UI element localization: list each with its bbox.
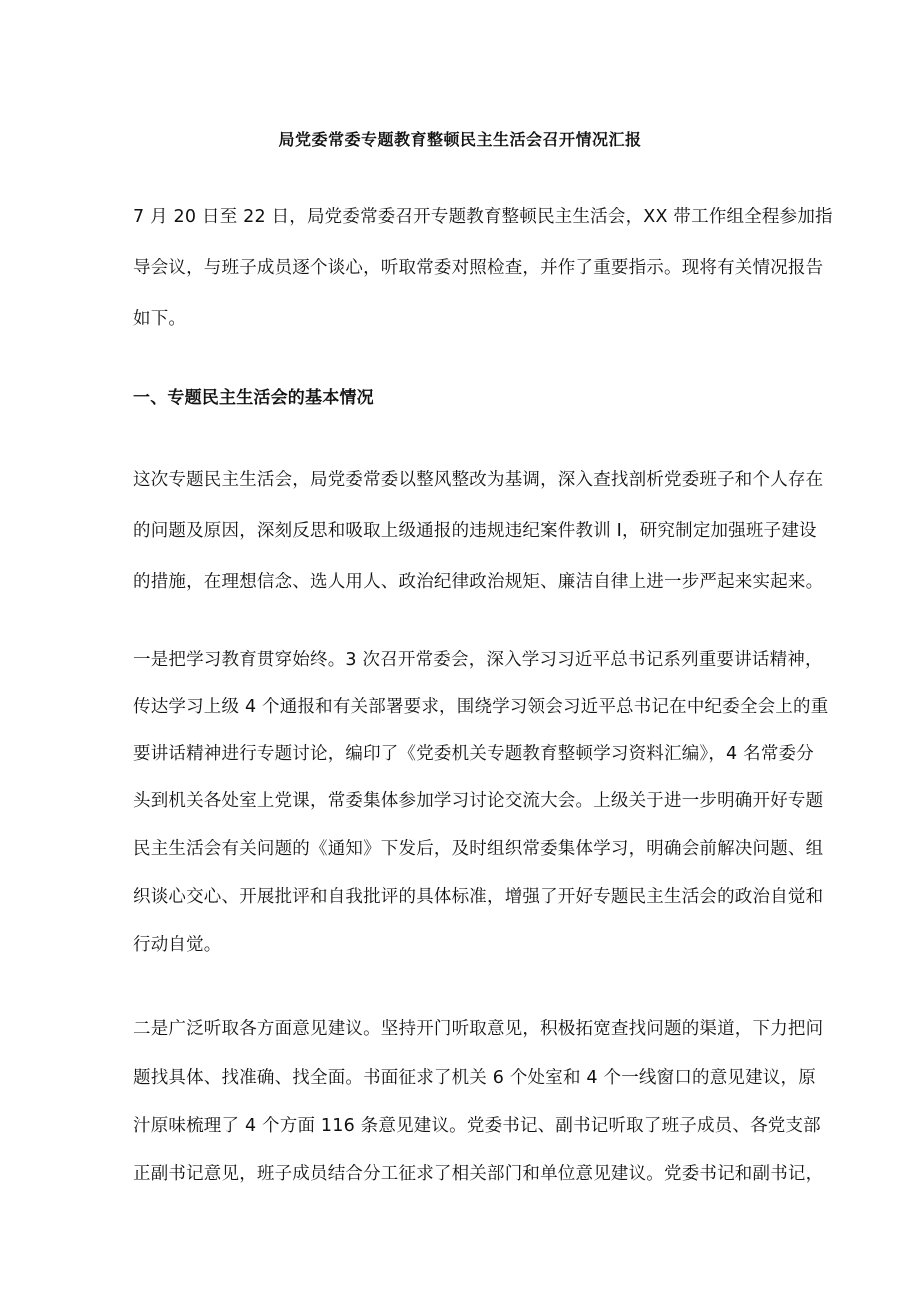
- paragraph2-line-5: 民主生活会有关问题的《通知》下发后，及时组织常委集体学习，明确会前解决问题、组: [133, 839, 824, 859]
- section-heading: 一、专题民主生活会的基本情况: [133, 388, 374, 408]
- paragraph2-line-1: 一是把学习教育贯穿始终。3 次召开常委会，深入学习习近平总书记系列重要讲话精神，: [133, 650, 823, 670]
- paragraph3-line-3: 汁原味梳理了 4 个方面 116 条意见建议。党委书记、副书记听取了班子成员、各党支部: [133, 1116, 821, 1136]
- paragraph1-line-3: 的措施，在理想信念、选人用人、政治纪律政治规矩、廉洁自律上进一步严起来实起来。: [133, 572, 824, 592]
- paragraph2-line-6: 织谈心交心、开展批评和自我批评的具体标准，增强了开好专题民主生活会的政治自觉和: [133, 887, 824, 907]
- paragraph3-line-2: 题找具体、找准确、找全面。书面征求了机关 6 个处室和 4 个一线窗口的意见建议，原: [133, 1068, 816, 1088]
- intro-line-2: 导会议，与班子成员逐个谈心，听取常委对照检查，并作了重要指示。现将有关情况报告: [133, 258, 824, 278]
- paragraph2-line-2: 传达学习上级 4 个通报和有关部署要求，围绕学习领会习近平总书记在中纪委全会上的重: [133, 697, 829, 717]
- paragraph2-line-4: 头到机关各处室上党课，常委集体参加学习讨论交流大会。上级关于进一步明确开好专题: [133, 791, 824, 811]
- intro-line-3: 如下。: [133, 309, 187, 329]
- paragraph3-line-1: 二是广泛听取各方面意见建议。坚持开门听取意见，积极拓宽查找问题的渠道，下力把问: [133, 1019, 824, 1039]
- paragraph1-line-2: 的问题及原因，深刻反思和吸取上级通报的违规违纪案件教训 I，研究制定加强班子建设: [133, 521, 817, 541]
- intro-line-1: 7 月 20 日至 22 日，局党委常委召开专题教育整顿民主生活会，XX 带工作组全程参加指: [133, 207, 833, 227]
- paragraph3-line-4: 正副书记意见，班子成员结合分工征求了相关部门和单位意见建议。党委书记和副书记，: [133, 1164, 824, 1184]
- paragraph1-line-1: 这次专题民主生活会，局党委常委以整风整改为基调，深入查找剖析党委班子和个人存在: [133, 470, 824, 490]
- paragraph2-line-7: 行动自觉。: [133, 935, 222, 955]
- paragraph2-line-3: 要讲话精神进行专题讨论，编印了《党委机关专题教育整顿学习资料汇编》，4 名常委分: [133, 744, 814, 764]
- document-title: 局党委常委专题教育整顿民主生活会召开情况汇报: [278, 130, 642, 149]
